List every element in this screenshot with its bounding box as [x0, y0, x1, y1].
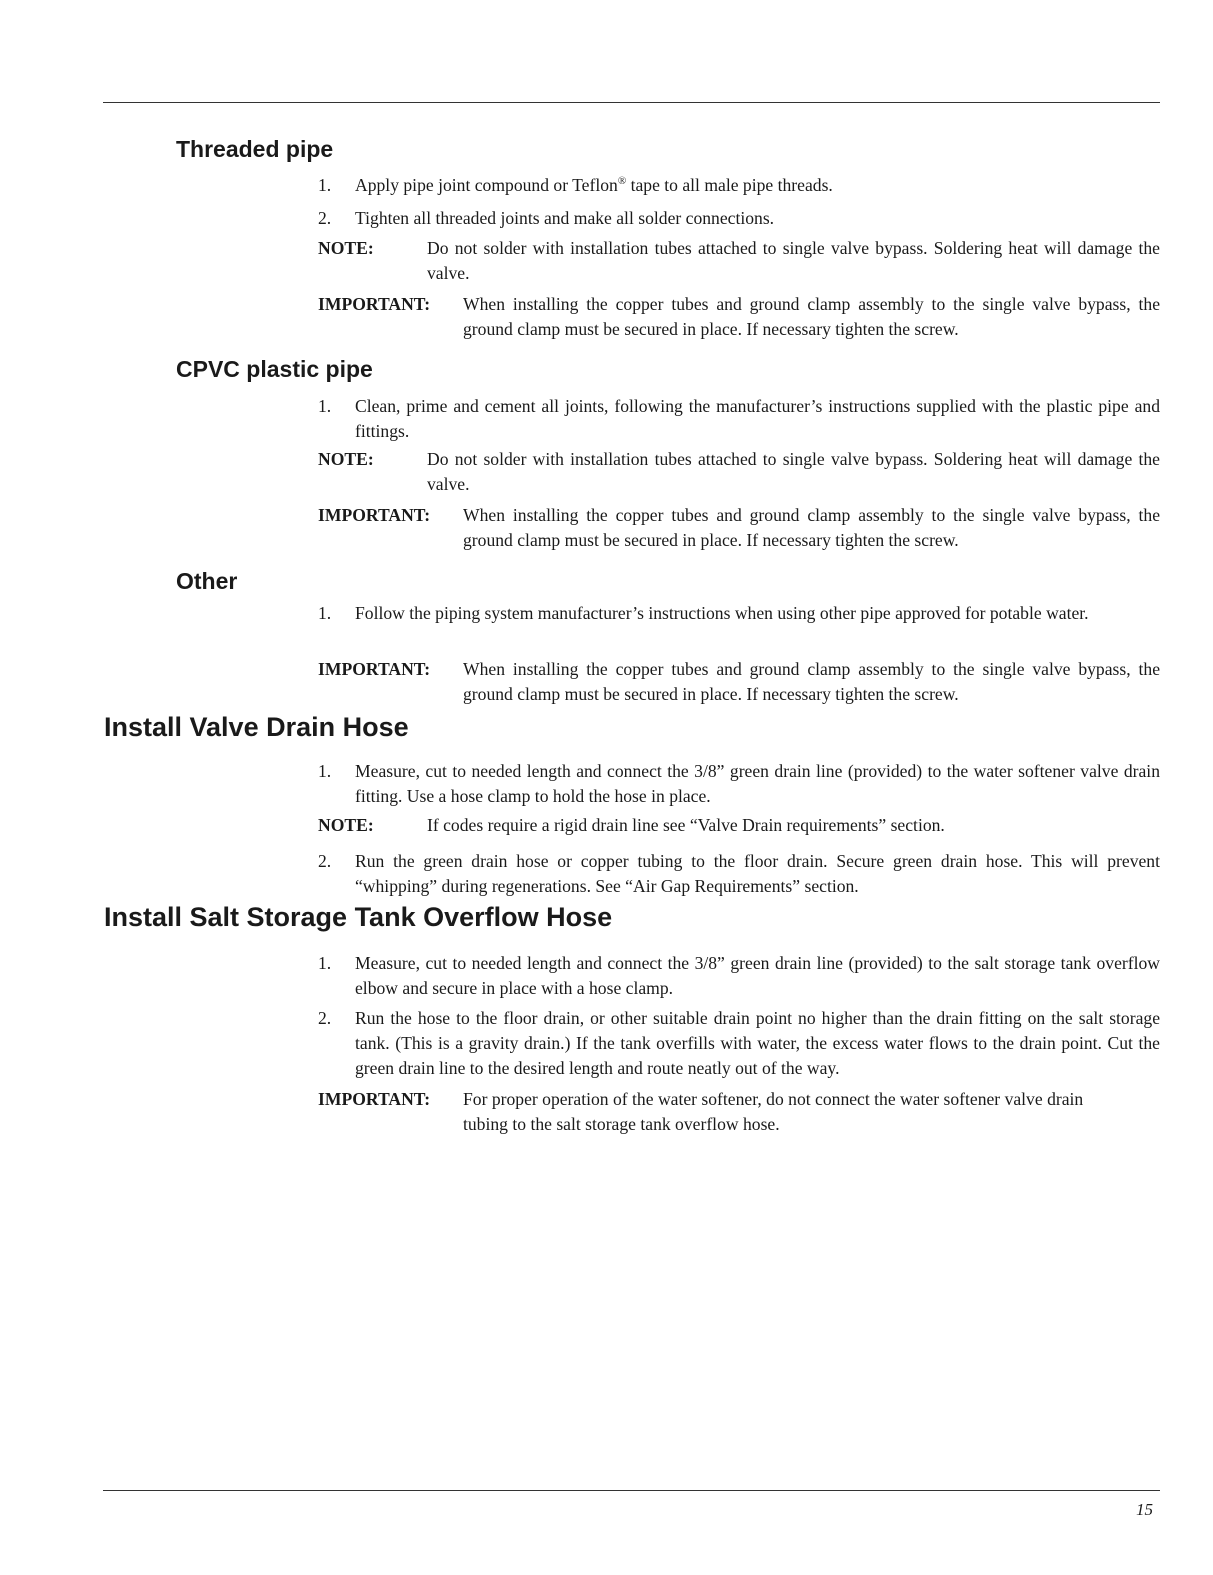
important-text: When installing the copper tubes and ground clamp assembly to the single valve bypass, the ground clamp must be secured in place. If necessary tighten the screw. — [463, 505, 1160, 550]
top-rule — [103, 102, 1160, 103]
list-item — [318, 394, 1160, 444]
page-number: 15 — [1136, 1500, 1153, 1519]
item-number: 1. — [318, 396, 332, 416]
item-number: 1. — [318, 953, 332, 973]
item-text: Run the hose to the floor drain, or other suitable drain point no higher than the drain fitting on the salt storage tank. (This is a gravity drain.) If the tank overfills with water, the excess water flows to the drain point. Cut the green drain line to the desired length and route neatly out of the way. — [355, 1008, 1160, 1078]
important-note — [318, 292, 1160, 342]
list-item — [318, 173, 1160, 198]
important-label: IMPORTANT: — [318, 1089, 431, 1109]
important-label: IMPORTANT: — [318, 294, 431, 314]
section-heading-other: Other — [176, 568, 238, 594]
registered-mark: ® — [617, 175, 627, 188]
bottom-rule — [103, 1490, 1160, 1491]
important-text: When installing the copper tubes and ground clamp assembly to the single valve bypass, the ground clamp must be secured in place. If necessary tighten the screw. — [463, 294, 1160, 339]
list-item — [318, 759, 1160, 809]
item-number: 2. — [318, 1008, 332, 1028]
important-text: When installing the copper tubes and ground clamp assembly to the single valve bypass, the ground clamp must be secured in place. If necessary tighten the screw. — [463, 659, 1160, 704]
note-text: Do not solder with installation tubes attached to single valve bypass. Soldering heat will damage the valve. — [427, 449, 1160, 494]
note-text: If codes require a rigid drain line see “Valve Drain requirements” section. — [427, 815, 945, 835]
important-label: IMPORTANT: — [318, 505, 431, 525]
item-number: 2. — [318, 208, 332, 228]
item-text-cont: tape to all male pipe threads. — [626, 175, 833, 195]
item-text: Clean, prime and cement all joints, following the manufacturer’s instructions supplied with the plastic pipe and fittings. — [355, 396, 1160, 441]
section-heading-threaded-pipe: Threaded pipe — [176, 136, 334, 162]
item-number: 1. — [318, 761, 332, 781]
note-text: Do not solder with installation tubes attached to single valve bypass. Soldering heat will damage the valve. — [427, 238, 1160, 283]
important-text: For proper operation of the water softener, do not connect the water softener valve drain tubing to the salt storage tank overflow hose. — [463, 1089, 1084, 1134]
item-text: Tighten all threaded joints and make all solder connections. — [355, 208, 775, 228]
item-text: Follow the piping system manufacturer’s instructions when using other pipe approved for potable water. — [355, 603, 1089, 623]
important-note — [318, 657, 1160, 707]
note — [318, 813, 1160, 838]
item-number: 2. — [318, 851, 332, 871]
list-item — [318, 849, 1160, 899]
list-item — [318, 601, 1160, 626]
note-label: NOTE: — [318, 815, 374, 835]
item-text: Apply pipe joint compound or Teflon — [355, 175, 618, 195]
item-number: 1. — [318, 603, 332, 623]
section-heading-cpvc: CPVC plastic pipe — [176, 356, 373, 382]
section-heading-valve-drain-hose: Install Valve Drain Hose — [104, 712, 409, 742]
note-label: NOTE: — [318, 449, 374, 469]
item-number: 1. — [318, 175, 332, 195]
item-text: Run the green drain hose or copper tubing to the floor drain. Secure green drain hose. This will prevent “whipping” during regenerations. See “Air Gap Requirements” section. — [355, 851, 1160, 896]
important-label: IMPORTANT: — [318, 659, 431, 679]
section-heading-overflow-hose: Install Salt Storage Tank Overflow Hose — [104, 902, 613, 932]
item-text: Measure, cut to needed length and connect the 3/8” green drain line (provided) to the water softener valve drain fitting. Use a hose clamp to hold the hose in place. — [355, 761, 1160, 806]
list-item — [318, 206, 1160, 231]
item-text: Measure, cut to needed length and connect the 3/8” green drain line (provided) to the salt storage tank overflow elbow and secure in place with a hose clamp. — [355, 953, 1160, 998]
important-note — [318, 1087, 1118, 1137]
note — [318, 236, 1160, 286]
list-item — [318, 951, 1160, 1001]
note — [318, 447, 1160, 497]
important-note — [318, 503, 1160, 553]
note-label: NOTE: — [318, 238, 374, 258]
list-item — [318, 1006, 1160, 1081]
